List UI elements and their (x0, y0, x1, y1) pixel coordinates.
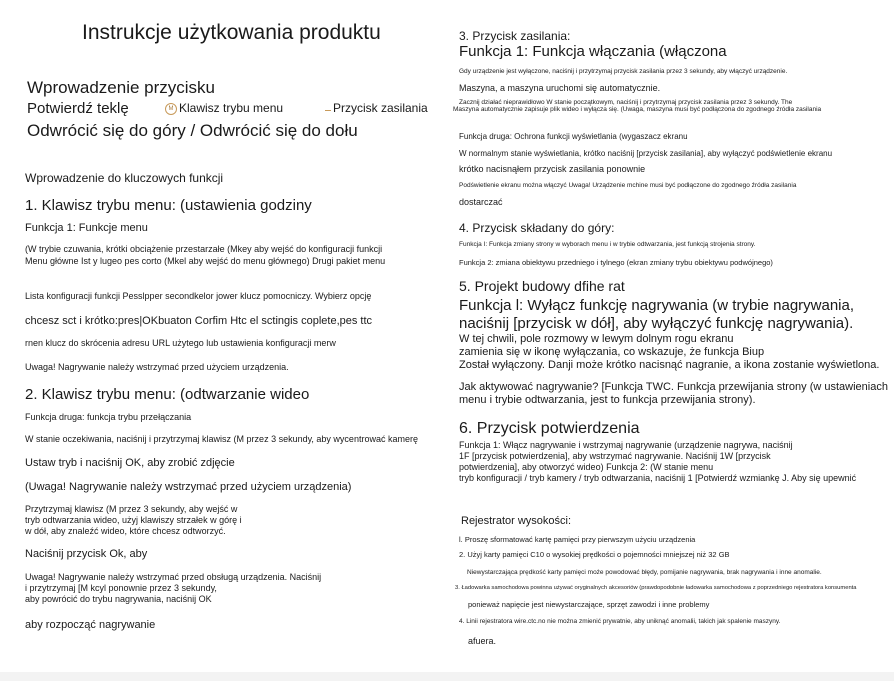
section2-note: (Uwaga! Nagrywanie należy wstrzymać przed użyciem urządzenia) (25, 481, 352, 493)
section5-heading: 5. Projekt budowy dfihe rat (459, 278, 625, 294)
confirm-key-label: Potwierdź teklę (27, 100, 129, 117)
section2-function: Funkcja druga: funkcja trybu przełączania (25, 412, 192, 422)
section3-paragraph-2: Maszyna, a maszyna uruchomi się automatycznie. (459, 83, 661, 93)
section2-paragraph-3a: Przytrzymaj klawisz (M przez 3 sekundy, aby wejść w (25, 504, 238, 514)
recorder-item-2: 2. Użyj karty pamięci C10 o wysokiej prędkości o pojemności mniejszej niż 32 GB (459, 550, 730, 559)
intro-heading: Wprowadzenie przycisku (27, 78, 216, 97)
section1-rnen: rnen klucz do skrócenia adresu URL użytego lub ustawienia konfiguracji merw (25, 338, 336, 348)
section1-paragraph-1: (W trybie czuwania, krótki obciążenie przestarzałe (Mkey aby wejść do konfiguracji funkcji (25, 244, 383, 254)
section3-paragraph-7: dostarczać (459, 197, 503, 207)
section4-paragraph-1: Funkcja I: Funkcja zmiany strony w wyborach menu i w trybie odtwarzania, jest funkcją strojenia strony. (459, 241, 756, 248)
section2-paragraph-3c: w dół, aby znaleźć wideo, które chcesz odtworzyć. (25, 526, 226, 536)
section3-heading: 3. Przycisk zasilania: (459, 29, 571, 43)
section2-paragraph-3b: tryb odtwarzania wideo, użyj klawiszy strzałek w górę i (25, 515, 242, 525)
section5-line-4: zamienia się w ikonę wyłączania, co wskazuje, że funkcja Biup (459, 346, 765, 358)
flip-label: Odwrócić się do góry / Odwrócić się do dołu (27, 121, 358, 140)
section5-line-2: naciśnij [przycisk w dół], aby wyłączyć funkcję nagrywania). (459, 315, 854, 332)
recorder-heading: Rejestrator wysokości: (461, 515, 572, 527)
section6-line-3: potwierdzenia], aby otworzyć wideo) Funkcja 2: (W stanie menu (459, 462, 714, 472)
section2-ok: Naciśnij przycisk Ok, aby (25, 548, 148, 560)
section4-heading: 4. Przycisk składany do góry: (459, 221, 615, 235)
section2-paragraph-1: W stanie oczekiwania, naciśnij i przytrzymaj klawisz (M przez 3 sekundy, aby wycentrować kamerę (25, 434, 418, 444)
section6-line-4: tryb konfiguracji / tryb kamery / tryb odtwarzania, naciśnij 1 [Potwierdź wzmiankę J. Aby się upewnić (459, 473, 857, 483)
mode-button-icon: M (165, 103, 177, 115)
section2-heading: 2. Klawisz trybu menu: (odtwarzanie wideo (25, 386, 310, 403)
section5-line-1: Funkcja l: Wyłącz funkcję nagrywania (w trybie nagrywania, (459, 297, 855, 314)
section3-paragraph-3a: Zacznij działać nieprawidłowo W stanie początkowym, naciśnij i przytrzymaj przycisk zasilania przez 3 sekundy. The (459, 99, 793, 106)
section1-paragraph-2: Menu główne Ist y lugeo pes corto (Mkel aby wejść do menu głównego) Drugi pakiet menu (25, 256, 386, 266)
section2-paragraph-4c: aby powrócić do trybu nagrywania, naciśnij OK (25, 594, 212, 604)
section1-function: Funkcja 1: Funkcje menu (25, 222, 148, 234)
section5-question-2: menu i trybie odtwarzania, jest to funkcja przewijania strony). (459, 394, 756, 406)
section1-heading: 1. Klawisz trybu menu: (ustawienia godziny (25, 197, 312, 214)
section2-paragraph-2: Ustaw tryb i naciśnij OK, aby zrobić zdjęcie (25, 457, 235, 469)
mode-key-label: M Klawisz trybu menu (165, 102, 283, 116)
section3-paragraph-6: Podświetlenie ekranu można włączyć Uwaga! Urządzenie mchine musi być podłączone do zgodnego źródła zasilania (459, 182, 797, 189)
section1-list: Lista konfiguracji funkcji Pesslpper secondkelor jower klucz pomocniczy. Wybierz opcję (25, 291, 372, 301)
section5-question-1: Jak aktywować nagrywanie? [Funkcja TWC. Funkcja przewijania strony (w ustawieniach (459, 381, 888, 393)
recorder-item-1: l. Proszę sformatować kartę pamięci przy pierwszym użyciu urządzenia (459, 535, 696, 544)
section1-note: Uwaga! Nagrywanie należy wstrzymać przed użyciem urządzenia. (25, 362, 289, 372)
section3-paragraph-4: W normalnym stanie wyświetlania, krótko naciśnij [przycisk zasilania], aby wyłączyć podświetlenie ekranu (459, 149, 833, 158)
section1-chcesz: chcesz sct i krótko:pres|OKbuaton Corfim Htc el sctingis coplete,pes ttc (25, 315, 373, 327)
section2-end: aby rozpocząć nagrywanie (25, 619, 156, 631)
recorder-item-2b: Niewystarczająca prędkość karty pamięci może powodować błędy, pomijanie nagrywania, brak nagrywania i inne anomalie. (467, 569, 822, 576)
section3-paragraph-5: krótko nacisnąłem przycisk zasilania ponownie (459, 164, 646, 174)
power-key-label: Przycisk zasilania (325, 102, 428, 116)
recorder-item-4: 4. Linii rejestratora wire.ctc.no nie można zmienić prywatnie, aby uniknąć anomalii, takich jak spalenie maszyny. (459, 618, 781, 625)
section3-paragraph-1: Gdy urządzenie jest wyłączone, naciśnij i przytrzymaj przycisk zasilania przez 3 sekundy, aby włączyć urządzenie. (459, 68, 788, 75)
section5-line-3: W tej chwili, pole rozmowy w lewym dolnym rogu ekranu (459, 333, 734, 345)
section2-paragraph-4b: i przytrzymaj [M kcyl ponownie przez 3 sekundy, (25, 583, 217, 593)
section5-line-5: Został wyłączony. Danji może krótko nacisnąć nagranie, a ikona zostanie wyświetlona. (459, 359, 880, 371)
section6-heading: 6. Przycisk potwierdzenia (459, 420, 640, 437)
section3-paragraph-3b: Maszyna automatycznie zapisuje plik wideo i wyłącza się. (Uwaga, maszyna musi być podłączona do zgodnego źródła zasilania (453, 106, 822, 113)
section3-function-1: Funkcja 1: Funkcja włączania (włączona (459, 43, 727, 60)
section6-line-1: Funkcja 1: Włącz nagrywanie i wstrzymaj nagrywanie (urządzenie nagrywa, naciśnij (459, 440, 793, 450)
key-functions-heading: Wprowadzenie do kluczowych funkcji (25, 171, 224, 185)
recorder-item-3: 3. Ładowarka samochodowa powinna używać oryginalnych akcesoriów (prawdopodobnie ładowarka samochodowa z poprzedniego rejestratora konsumenta (455, 585, 857, 591)
section2-paragraph-4a: Uwaga! Nagrywanie należy wstrzymać przed obsługą urządzenia. Naciśnij (25, 572, 322, 582)
section6-line-2: 1F [przycisk potwierdzenia], aby wstrzymać nagrywanie. Naciśnij 1W [przycisk (459, 451, 771, 461)
section3-function-2: Funkcja druga: Ochrona funkcji wyświetlania (wygaszacz ekranu (459, 132, 688, 141)
page-title: Instrukcje użytkowania produktu (82, 21, 381, 44)
recorder-item-4b: afuera. (468, 636, 497, 646)
page-bottom-edge (0, 672, 894, 681)
section4-paragraph-2: Funkcja 2: zmiana obiektywu przedniego i tylnego (ekran zmiany trybu obiektywu podwójnego) (459, 258, 773, 267)
power-button-icon (325, 107, 331, 111)
recorder-item-3b: ponieważ napięcie jest niewystarczające, sprzęt zawodzi i inne problemy (468, 600, 710, 609)
